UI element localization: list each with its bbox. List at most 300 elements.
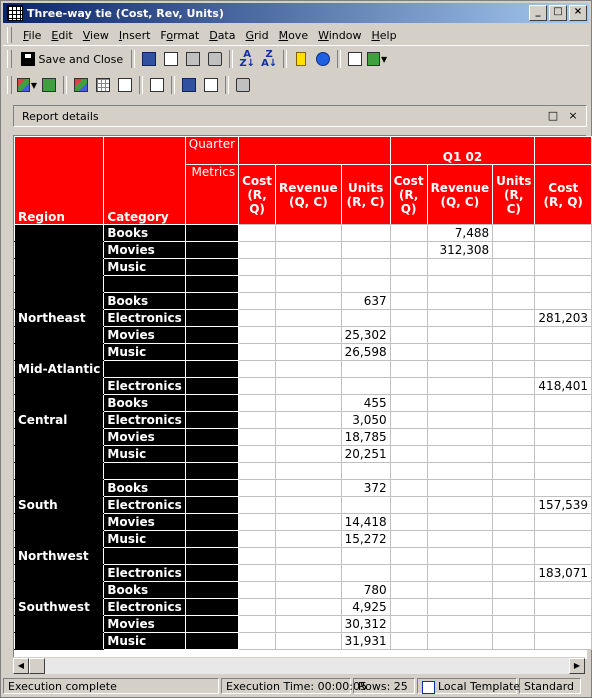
data-cell[interactable]	[341, 225, 390, 242]
menu-file[interactable]: File	[23, 28, 42, 42]
table-row[interactable]	[15, 276, 592, 293]
data-cell[interactable]	[493, 616, 535, 633]
data-cell[interactable]: 15,272	[341, 531, 390, 548]
table-row[interactable]	[15, 514, 592, 531]
category-cell[interactable]: Books	[104, 293, 185, 310]
region-cell[interactable]	[15, 565, 104, 582]
category-cell[interactable]	[104, 548, 185, 565]
data-cell[interactable]	[427, 412, 493, 429]
panel-close-button[interactable]: ×	[568, 109, 578, 122]
data-cell[interactable]	[239, 548, 276, 565]
horizontal-scrollbar[interactable]	[13, 657, 585, 674]
data-cell[interactable]: 455	[341, 395, 390, 412]
metric-header[interactable]: Cost (R, Q)	[239, 165, 276, 225]
data-cell[interactable]	[390, 344, 427, 361]
data-cell[interactable]	[276, 412, 342, 429]
data-cell[interactable]	[239, 446, 276, 463]
data-cell[interactable]	[390, 242, 427, 259]
data-cell[interactable]	[239, 497, 276, 514]
data-cell[interactable]	[535, 361, 592, 378]
table-row[interactable]	[15, 242, 592, 259]
data-cell[interactable]	[239, 412, 276, 429]
table-row[interactable]	[15, 463, 592, 480]
data-cell[interactable]: 18,785	[341, 429, 390, 446]
data-cell[interactable]	[276, 293, 342, 310]
region-cell[interactable]	[15, 242, 104, 259]
data-cell[interactable]	[239, 361, 276, 378]
region-cell[interactable]	[15, 480, 104, 497]
data-cell[interactable]	[239, 327, 276, 344]
metric-blank-cell[interactable]	[185, 633, 238, 650]
data-cell[interactable]	[390, 378, 427, 395]
data-cell[interactable]	[276, 633, 342, 650]
metric-header[interactable]: Revenue (Q, C)	[427, 165, 493, 225]
category-cell[interactable]: Electronics	[104, 599, 185, 616]
category-cell[interactable]: Music	[104, 633, 185, 650]
data-cell[interactable]	[239, 616, 276, 633]
data-cell[interactable]	[276, 616, 342, 633]
data-cell[interactable]	[493, 480, 535, 497]
table-row[interactable]	[15, 259, 592, 276]
data-cell[interactable]	[239, 565, 276, 582]
menu-edit[interactable]: Edit	[51, 28, 73, 42]
table-row[interactable]	[15, 548, 592, 565]
category-cell[interactable]: Electronics	[104, 412, 185, 429]
excel-export-button[interactable]	[367, 49, 387, 69]
region-cell[interactable]	[15, 582, 104, 599]
metric-blank-cell[interactable]	[185, 616, 238, 633]
category-cell[interactable]: Books	[104, 480, 185, 497]
data-cell[interactable]	[535, 531, 592, 548]
table-row[interactable]	[15, 225, 592, 242]
region-cell[interactable]	[15, 514, 104, 531]
table-row[interactable]	[15, 344, 592, 361]
data-cell[interactable]	[276, 344, 342, 361]
data-cell[interactable]	[493, 446, 535, 463]
scroll-thumb[interactable]	[29, 658, 45, 674]
metric-blank-cell[interactable]	[185, 327, 238, 344]
category-cell[interactable]: Music	[104, 446, 185, 463]
data-cell[interactable]	[493, 497, 535, 514]
data-cell[interactable]	[390, 446, 427, 463]
data-cell[interactable]	[239, 225, 276, 242]
data-cell[interactable]	[239, 633, 276, 650]
data-cell[interactable]	[276, 548, 342, 565]
minimize-button[interactable]: _	[529, 5, 547, 21]
data-cell[interactable]	[276, 361, 342, 378]
data-cell[interactable]: 30,312	[341, 616, 390, 633]
data-cell[interactable]	[493, 327, 535, 344]
data-cell[interactable]	[493, 225, 535, 242]
region-cell[interactable]: Mid-Atlantic	[15, 361, 104, 378]
table-row[interactable]	[15, 361, 592, 378]
data-cell[interactable]	[239, 582, 276, 599]
menu-move[interactable]: Move	[278, 28, 309, 42]
data-cell[interactable]	[535, 225, 592, 242]
category-cell[interactable]: Movies	[104, 616, 185, 633]
data-cell[interactable]: 157,539	[535, 497, 592, 514]
metric-blank-cell[interactable]	[185, 514, 238, 531]
data-cell[interactable]: 7,488	[427, 225, 493, 242]
metric-blank-cell[interactable]	[185, 582, 238, 599]
data-cell[interactable]	[493, 293, 535, 310]
data-cell[interactable]	[390, 548, 427, 565]
data-cell[interactable]: 637	[341, 293, 390, 310]
data-cell[interactable]	[276, 480, 342, 497]
layout-button[interactable]	[93, 75, 113, 95]
table-row[interactable]	[15, 582, 592, 599]
data-cell[interactable]	[427, 497, 493, 514]
menu-grip[interactable]	[7, 27, 12, 43]
data-cell[interactable]: 3,050	[341, 412, 390, 429]
data-cell[interactable]	[493, 361, 535, 378]
data-cell[interactable]	[535, 429, 592, 446]
region-cell[interactable]	[15, 395, 104, 412]
table-row[interactable]	[15, 480, 592, 497]
data-cell[interactable]	[276, 531, 342, 548]
data-cell[interactable]	[276, 514, 342, 531]
data-cell[interactable]	[341, 310, 390, 327]
region-cell[interactable]: Northwest	[15, 548, 104, 565]
data-cell[interactable]	[535, 242, 592, 259]
data-cell[interactable]	[427, 276, 493, 293]
data-cell[interactable]: 4,925	[341, 599, 390, 616]
data-cell[interactable]	[535, 446, 592, 463]
metric-blank-cell[interactable]	[185, 344, 238, 361]
metric-blank-cell[interactable]	[185, 446, 238, 463]
table-row[interactable]	[15, 429, 592, 446]
data-cell[interactable]: 372	[341, 480, 390, 497]
table-row[interactable]	[15, 633, 592, 650]
data-cell[interactable]	[276, 497, 342, 514]
table-row[interactable]	[15, 616, 592, 633]
region-cell[interactable]: Central	[15, 412, 104, 429]
data-cell[interactable]	[493, 633, 535, 650]
data-cell[interactable]	[427, 514, 493, 531]
wizard-button[interactable]	[17, 75, 37, 95]
print-button[interactable]	[183, 49, 203, 69]
table-row[interactable]	[15, 446, 592, 463]
table-row[interactable]	[15, 599, 592, 616]
data-cell[interactable]	[535, 395, 592, 412]
data-cell[interactable]	[276, 242, 342, 259]
data-cell[interactable]	[427, 616, 493, 633]
grid-button[interactable]	[71, 75, 91, 95]
properties-button[interactable]	[233, 75, 253, 95]
data-cell[interactable]	[390, 310, 427, 327]
data-cell[interactable]: 183,071	[535, 565, 592, 582]
data-cell[interactable]	[341, 361, 390, 378]
metric-header[interactable]: Cost (R, Q)	[390, 165, 427, 225]
data-cell[interactable]	[427, 293, 493, 310]
data-cell[interactable]	[276, 565, 342, 582]
data-cell[interactable]	[390, 531, 427, 548]
table-row[interactable]	[15, 565, 592, 582]
region-cell[interactable]	[15, 633, 104, 650]
menu-view[interactable]: View	[82, 28, 109, 42]
data-cell[interactable]	[493, 378, 535, 395]
sql-button[interactable]	[201, 75, 221, 95]
menu-window[interactable]: Window	[318, 28, 362, 42]
data-cell[interactable]	[239, 344, 276, 361]
data-cell[interactable]	[535, 633, 592, 650]
data-cell[interactable]	[390, 259, 427, 276]
metric-blank-cell[interactable]	[185, 412, 238, 429]
metric-blank-cell[interactable]	[185, 395, 238, 412]
region-cell[interactable]	[15, 259, 104, 276]
data-cell[interactable]	[341, 259, 390, 276]
data-cell[interactable]	[390, 225, 427, 242]
data-cell[interactable]	[341, 548, 390, 565]
data-cell[interactable]	[493, 565, 535, 582]
data-cell[interactable]	[427, 361, 493, 378]
data-cell[interactable]	[239, 531, 276, 548]
data-cell[interactable]: 312,308	[427, 242, 493, 259]
data-cell[interactable]	[427, 446, 493, 463]
metric-blank-cell[interactable]	[185, 225, 238, 242]
title-bar[interactable]	[3, 3, 589, 23]
data-cell[interactable]	[341, 378, 390, 395]
data-cell[interactable]	[535, 616, 592, 633]
data-cell[interactable]	[493, 276, 535, 293]
data-cell[interactable]	[276, 463, 342, 480]
metric-blank-cell[interactable]	[185, 531, 238, 548]
data-cell[interactable]	[276, 276, 342, 293]
data-cell[interactable]: 14,418	[341, 514, 390, 531]
category-cell[interactable]: Books	[104, 225, 185, 242]
data-cell[interactable]	[535, 412, 592, 429]
drill-button[interactable]	[179, 75, 199, 95]
metrics-label[interactable]: Metrics	[185, 165, 238, 225]
region-cell[interactable]: South	[15, 497, 104, 514]
metric-header[interactable]: Revenue (Q, C)	[276, 165, 342, 225]
sort-ascending-button[interactable]	[237, 49, 257, 69]
maximize-button[interactable]: □	[549, 5, 567, 21]
data-cell[interactable]	[239, 259, 276, 276]
metric-blank-cell[interactable]	[185, 276, 238, 293]
data-cell[interactable]	[390, 514, 427, 531]
data-cell[interactable]	[535, 599, 592, 616]
data-cell[interactable]	[276, 259, 342, 276]
category-cell[interactable]: Movies	[104, 429, 185, 446]
quarter-header[interactable]: Q1 02	[390, 137, 535, 165]
metric-header[interactable]: Units (R, C)	[341, 165, 390, 225]
data-cell[interactable]	[493, 531, 535, 548]
data-cell[interactable]	[276, 429, 342, 446]
data-cell[interactable]	[493, 582, 535, 599]
data-cell[interactable]	[493, 599, 535, 616]
data-cell[interactable]	[239, 463, 276, 480]
region-cell[interactable]: Southwest	[15, 599, 104, 616]
data-cell[interactable]	[390, 463, 427, 480]
data-cell[interactable]	[427, 310, 493, 327]
metric-blank-cell[interactable]	[185, 599, 238, 616]
data-cell[interactable]	[276, 310, 342, 327]
data-cell[interactable]	[390, 293, 427, 310]
region-cell[interactable]: Northeast	[15, 310, 104, 327]
table-row[interactable]	[15, 327, 592, 344]
panel-restore-button[interactable]: □	[547, 109, 559, 122]
metric-blank-cell[interactable]	[185, 480, 238, 497]
metric-blank-cell[interactable]	[185, 310, 238, 327]
data-cell[interactable]	[390, 565, 427, 582]
grid-app-icon[interactable]	[7, 5, 23, 21]
category-cell[interactable]: Books	[104, 582, 185, 599]
data-cell[interactable]	[276, 327, 342, 344]
scroll-right-button[interactable]: ▶	[569, 658, 585, 674]
data-cell[interactable]	[341, 463, 390, 480]
data-cell[interactable]	[390, 429, 427, 446]
category-cell[interactable]: Movies	[104, 514, 185, 531]
data-cell[interactable]	[427, 395, 493, 412]
data-cell[interactable]	[239, 310, 276, 327]
metric-blank-cell[interactable]	[185, 378, 238, 395]
region-cell[interactable]	[15, 429, 104, 446]
category-cell[interactable]	[104, 276, 185, 293]
chart-button[interactable]	[39, 75, 59, 95]
region-cell[interactable]	[15, 616, 104, 633]
data-cell[interactable]	[427, 259, 493, 276]
outline-button[interactable]	[115, 75, 135, 95]
data-cell[interactable]: 25,302	[341, 327, 390, 344]
scroll-left-button[interactable]: ◀	[13, 658, 29, 674]
data-cell[interactable]: 31,931	[341, 633, 390, 650]
header-blank[interactable]	[239, 137, 391, 165]
page-setup-button[interactable]	[205, 49, 225, 69]
menu-insert[interactable]: Insert	[118, 28, 151, 42]
metric-header[interactable]: Cost (R, Q)	[535, 165, 592, 225]
table-row[interactable]	[15, 395, 592, 412]
data-cell[interactable]	[390, 412, 427, 429]
data-cell[interactable]	[239, 480, 276, 497]
data-cell[interactable]	[493, 395, 535, 412]
data-cell[interactable]	[390, 616, 427, 633]
data-cell[interactable]	[239, 378, 276, 395]
table-row[interactable]	[15, 378, 592, 395]
data-cell[interactable]	[493, 242, 535, 259]
toolbar-grip[interactable]	[7, 76, 12, 94]
data-cell[interactable]	[427, 582, 493, 599]
data-cell[interactable]	[390, 497, 427, 514]
data-cell[interactable]	[341, 242, 390, 259]
table-row[interactable]	[15, 531, 592, 548]
metric-blank-cell[interactable]	[185, 565, 238, 582]
metric-blank-cell[interactable]	[185, 293, 238, 310]
metric-blank-cell[interactable]	[185, 497, 238, 514]
region-cell[interactable]	[15, 293, 104, 310]
close-button[interactable]: ×	[569, 5, 587, 21]
data-cell[interactable]	[390, 327, 427, 344]
metric-blank-cell[interactable]	[185, 361, 238, 378]
data-cell[interactable]	[493, 514, 535, 531]
data-cell[interactable]	[427, 480, 493, 497]
data-cell[interactable]	[390, 582, 427, 599]
data-cell[interactable]	[276, 225, 342, 242]
data-cell[interactable]	[341, 497, 390, 514]
data-cell[interactable]	[535, 463, 592, 480]
data-cell[interactable]	[427, 633, 493, 650]
data-cell[interactable]	[493, 429, 535, 446]
header-blank[interactable]	[535, 137, 592, 165]
table-row[interactable]	[15, 412, 592, 429]
data-cell[interactable]	[535, 582, 592, 599]
metric-blank-cell[interactable]	[185, 548, 238, 565]
metric-blank-cell[interactable]	[185, 242, 238, 259]
data-cell[interactable]	[493, 259, 535, 276]
region-cell[interactable]	[15, 463, 104, 480]
data-cell[interactable]	[390, 633, 427, 650]
data-cell[interactable]	[535, 293, 592, 310]
category-cell[interactable]: Electronics	[104, 378, 185, 395]
data-cell[interactable]	[493, 463, 535, 480]
data-cell[interactable]	[239, 599, 276, 616]
region-cell[interactable]	[15, 344, 104, 361]
data-cell[interactable]	[427, 531, 493, 548]
data-cell[interactable]	[427, 429, 493, 446]
data-cell[interactable]	[427, 548, 493, 565]
menu-grid[interactable]: Grid	[245, 28, 269, 42]
data-cell[interactable]	[276, 378, 342, 395]
data-cell[interactable]	[427, 599, 493, 616]
data-cell[interactable]	[427, 327, 493, 344]
data-cell[interactable]	[390, 276, 427, 293]
data-cell[interactable]	[239, 395, 276, 412]
category-cell[interactable]: Movies	[104, 327, 185, 344]
data-cell[interactable]: 418,401	[535, 378, 592, 395]
menu-help[interactable]: Help	[371, 28, 397, 42]
data-cell[interactable]	[535, 344, 592, 361]
table-row[interactable]	[15, 293, 592, 310]
metric-header[interactable]: Units (R, C)	[493, 165, 535, 225]
data-cell[interactable]	[535, 514, 592, 531]
region-cell[interactable]	[15, 446, 104, 463]
data-cell[interactable]	[493, 412, 535, 429]
region-cell[interactable]	[15, 378, 104, 395]
data-cell[interactable]	[493, 344, 535, 361]
data-cell[interactable]	[239, 429, 276, 446]
region-cell[interactable]	[15, 276, 104, 293]
data-cell[interactable]	[276, 582, 342, 599]
data-cell[interactable]	[427, 344, 493, 361]
data-cell[interactable]	[535, 548, 592, 565]
data-cell[interactable]	[535, 259, 592, 276]
print-preview-button[interactable]	[161, 49, 181, 69]
data-cell[interactable]	[535, 276, 592, 293]
save-and-close-button[interactable]	[17, 49, 127, 69]
data-cell[interactable]	[239, 276, 276, 293]
data-cell[interactable]	[493, 548, 535, 565]
category-cell[interactable]: Electronics	[104, 497, 185, 514]
category-cell[interactable]	[104, 463, 185, 480]
category-cell[interactable]: Electronics	[104, 310, 185, 327]
data-cell[interactable]	[535, 327, 592, 344]
export-button[interactable]	[345, 49, 365, 69]
table-row[interactable]	[15, 497, 592, 514]
data-cell[interactable]	[390, 395, 427, 412]
data-cell[interactable]	[390, 599, 427, 616]
metric-blank-cell[interactable]	[185, 429, 238, 446]
quarter-label[interactable]: Quarter	[185, 137, 238, 165]
data-cell[interactable]	[276, 446, 342, 463]
category-cell[interactable]: Books	[104, 395, 185, 412]
data-cell[interactable]: 26,598	[341, 344, 390, 361]
data-cell[interactable]	[390, 480, 427, 497]
data-cell[interactable]	[276, 599, 342, 616]
metric-blank-cell[interactable]	[185, 259, 238, 276]
category-cell[interactable]: Music	[104, 259, 185, 276]
data-cell[interactable]	[390, 361, 427, 378]
menu-data[interactable]: Data	[209, 28, 236, 42]
